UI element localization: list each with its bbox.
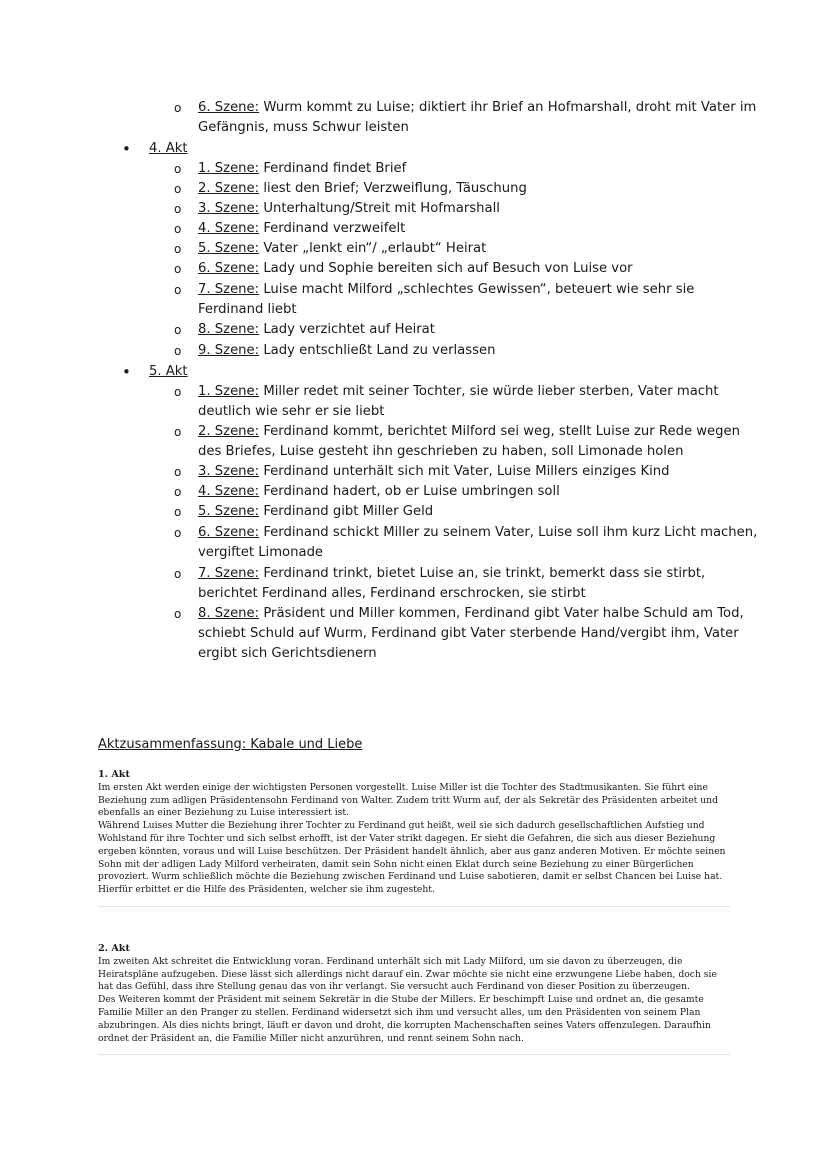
scene-text: Lady entschließt Land zu verlassen bbox=[263, 343, 496, 358]
scene-text: deutlich wie sehr er sie liebt bbox=[198, 404, 385, 419]
summary-section-act-2 bbox=[98, 943, 738, 1045]
paragraph-line: ebenfalls an einer Beziehung zu Luise interessiert ist. bbox=[98, 807, 349, 819]
scene-label: 6. Szene: bbox=[198, 261, 260, 276]
scene-text: Ferdinand gibt Miller Geld bbox=[263, 504, 434, 519]
scene-text: Gefängnis, muss Schwur leisten bbox=[198, 120, 409, 135]
scene-text: Vater „lenkt ein“/ „erlaubt“ Heirat bbox=[263, 241, 487, 256]
circle-bullet-icon: o bbox=[174, 101, 182, 115]
scene-text: Ferdinand findet Brief bbox=[263, 161, 407, 176]
scene-text: berichtet Ferdinand alles, Ferdinand erschrocken, sie stirbt bbox=[198, 586, 586, 601]
circle-bullet-icon: o bbox=[174, 344, 182, 358]
section-title: 2. Akt bbox=[98, 943, 130, 954]
circle-bullet-icon: o bbox=[174, 485, 182, 499]
paragraph-line: Im ersten Akt werden einige der wichtigsten Personen vorgestellt. Luise Miller ist die Tochter des Stadtmusikanten. Sie führt eine bbox=[98, 781, 708, 793]
paragraph-line: hat das Gefühl, dass ihre Stellung genau das von ihr verlangt. Sie versucht auch Ferdinand von dieser Position zu überzeugen. bbox=[98, 981, 690, 993]
scene-text: Präsident und Miller kommen, Ferdinand gibt Vater halbe Schuld am Tod, bbox=[263, 606, 744, 621]
scene-label: 7. Szene: bbox=[198, 282, 260, 297]
circle-bullet-icon: o bbox=[174, 283, 182, 297]
paragraph-line: Im zweiten Akt schreitet die Entwicklung voran. Ferdinand unterhält sich mit Lady Milford, um sie davon zu überzeugen, die bbox=[98, 955, 683, 967]
paragraph-line: provoziert. Wurm schließlich möchte die Beziehung zwischen Ferdinand und Luise sabotieren, damit er selbst Chancen bei Luise hat. bbox=[98, 871, 723, 883]
scene-label: 6. Szene: bbox=[198, 525, 260, 540]
circle-bullet-icon: o bbox=[174, 162, 182, 176]
scene-text: Ferdinand trinkt, bietet Luise an, sie trinkt, bemerkt dass sie stirbt, bbox=[263, 566, 706, 581]
paragraph-line: Während Luises Mutter die Beziehung ihrer Tochter zu Ferdinand gut heißt, weil sie sich dadurch gesellschaftlichen Aufstieg und bbox=[98, 820, 705, 832]
section-title: 1. Akt bbox=[98, 769, 130, 780]
scene-text: Ferdinand unterhält sich mit Vater, Luise Millers einziges Kind bbox=[263, 464, 670, 479]
paragraph-line: ordnet der Präsident an, die Familie Miller nicht anzurühren, und rennt seinem Sohn nach. bbox=[98, 1032, 524, 1044]
circle-bullet-icon: o bbox=[174, 607, 182, 621]
scene-text: Ferdinand hadert, ob er Luise umbringen soll bbox=[263, 484, 560, 499]
scene-label: 8. Szene: bbox=[198, 322, 260, 337]
scene-text: ergibt sich Gerichtsdienern bbox=[198, 646, 377, 661]
scene-label: 7. Szene: bbox=[198, 566, 260, 581]
scene-text: des Briefes, Luise gesteht ihn geschrieben zu haben, soll Limonade holen bbox=[198, 444, 684, 459]
paragraph-line: Wohlstand für ihre Tochter und sich selbst erhofft, ist der Vater strikt dagegen. Er sieht die Gefahren, die sich aus dieser Beziehung bbox=[98, 832, 716, 844]
summary-heading: Aktzusammenfassung: Kabale und Liebe bbox=[98, 737, 363, 752]
paragraph-line: Hierfür erbittet er die Hilfe des Präsidenten, welcher sie ihm zugesteht. bbox=[98, 884, 435, 896]
circle-bullet-icon: o bbox=[174, 242, 182, 256]
scene-text: schiebt Schuld auf Wurm, Ferdinand gibt Vater sterbende Hand/vergibt ihm, Vater bbox=[198, 626, 739, 641]
divider bbox=[98, 1054, 730, 1055]
disc-bullet-icon: • bbox=[122, 363, 131, 381]
circle-bullet-icon: o bbox=[174, 526, 182, 540]
scene-text: Ferdinand kommt, berichtet Milford sei weg, stellt Luise zur Rede wegen bbox=[263, 424, 740, 439]
scene-text: Lady und Sophie bereiten sich auf Besuch von Luise vor bbox=[263, 261, 633, 276]
scene-label: 1. Szene: bbox=[198, 161, 260, 176]
circle-bullet-icon: o bbox=[174, 182, 182, 196]
scene-text: Ferdinand liebt bbox=[198, 302, 297, 317]
scene-label: 9. Szene: bbox=[198, 343, 260, 358]
circle-bullet-icon: o bbox=[174, 385, 182, 399]
scene-label: 4. Szene: bbox=[198, 484, 260, 499]
scene-text: Ferdinand schickt Miller zu seinem Vater, Luise soll ihm kurz Licht machen, bbox=[263, 525, 758, 540]
scene-text: Ferdinand verzweifelt bbox=[263, 221, 406, 236]
circle-bullet-icon: o bbox=[174, 323, 182, 337]
circle-bullet-icon: o bbox=[174, 222, 182, 236]
circle-bullet-icon: o bbox=[174, 425, 182, 439]
circle-bullet-icon: o bbox=[174, 262, 182, 276]
scene-label: 6. Szene: bbox=[198, 100, 260, 115]
act-label: 4. Akt bbox=[149, 141, 188, 156]
scene-text: Unterhaltung/Streit mit Hofmarshall bbox=[263, 201, 500, 216]
divider bbox=[98, 906, 730, 907]
scene-label: 3. Szene: bbox=[198, 201, 260, 216]
paragraph-line: Beziehung zum adligen Präsidentensohn Ferdinand von Walter. Zudem tritt Wurm auf, der als Sekretär des Präsidenten arbeitet und bbox=[98, 794, 718, 806]
scene-label: 5. Szene: bbox=[198, 241, 260, 256]
scene-label: 4. Szene: bbox=[198, 221, 260, 236]
paragraph-line: Heiratspläne aufzugeben. Diese lässt sich allerdings nicht darauf ein. Zwar möchte sie nicht eine erzwungene Liebe haben, doch sie bbox=[98, 968, 717, 980]
scene-text: Luise macht Milford „schlechtes Gewissen“, beteuert wie sehr sie bbox=[263, 282, 695, 297]
scene-text: liest den Brief; Verzweiflung, Täuschung bbox=[263, 181, 527, 196]
paragraph-line: ergeben könnten, voraus und will Luise beschützen. Der Präsident handelt ähnlich, aber aus ganz anderen Motiven. Er möchte seinen bbox=[98, 845, 726, 857]
paragraph-line: Des Weiteren kommt der Präsident mit seinem Sekretär in die Stube der Millers. Er beschimpft Luise und ordnet an, die gesamte bbox=[98, 994, 704, 1006]
scene-text: Lady verzichtet auf Heirat bbox=[263, 322, 435, 337]
scene-label: 2. Szene: bbox=[198, 424, 260, 439]
circle-bullet-icon: o bbox=[174, 567, 182, 581]
scene-label: 8. Szene: bbox=[198, 606, 260, 621]
paragraph-line: Familie Miller an den Pranger zu stellen. Ferdinand widersetzt sich ihm und versucht alles, um den Präsidenten von seinem Plan bbox=[98, 1006, 701, 1018]
scene-label: 1. Szene: bbox=[198, 384, 260, 399]
disc-bullet-icon: • bbox=[122, 140, 131, 158]
scene-label: 2. Szene: bbox=[198, 181, 260, 196]
paragraph-line: abzubringen. Als dies nichts bringt, läuft er davon und droht, die korrupten Machenschaften seines Vaters offenzulegen. Daraufhin bbox=[98, 1019, 711, 1031]
scene-label: 3. Szene: bbox=[198, 464, 260, 479]
summary-section-act-1 bbox=[98, 769, 738, 897]
scene-text: Wurm kommt zu Luise; diktiert ihr Brief an Hofmarshall, droht mit Vater im bbox=[263, 100, 757, 115]
act-label: 5. Akt bbox=[149, 364, 188, 379]
scene-text: Miller redet mit seiner Tochter, sie würde lieber sterben, Vater macht bbox=[263, 384, 719, 399]
scene-text: vergiftet Limonade bbox=[198, 545, 324, 560]
circle-bullet-icon: o bbox=[174, 202, 182, 216]
scene-label: 5. Szene: bbox=[198, 504, 260, 519]
circle-bullet-icon: o bbox=[174, 505, 182, 519]
paragraph-line: Sohn mit der adligen Lady Milford verheiraten, damit sein Sohn nicht einen Eklat durch seine Beziehung zu einer Bürgerlichen bbox=[98, 858, 694, 870]
circle-bullet-icon: o bbox=[174, 465, 182, 479]
